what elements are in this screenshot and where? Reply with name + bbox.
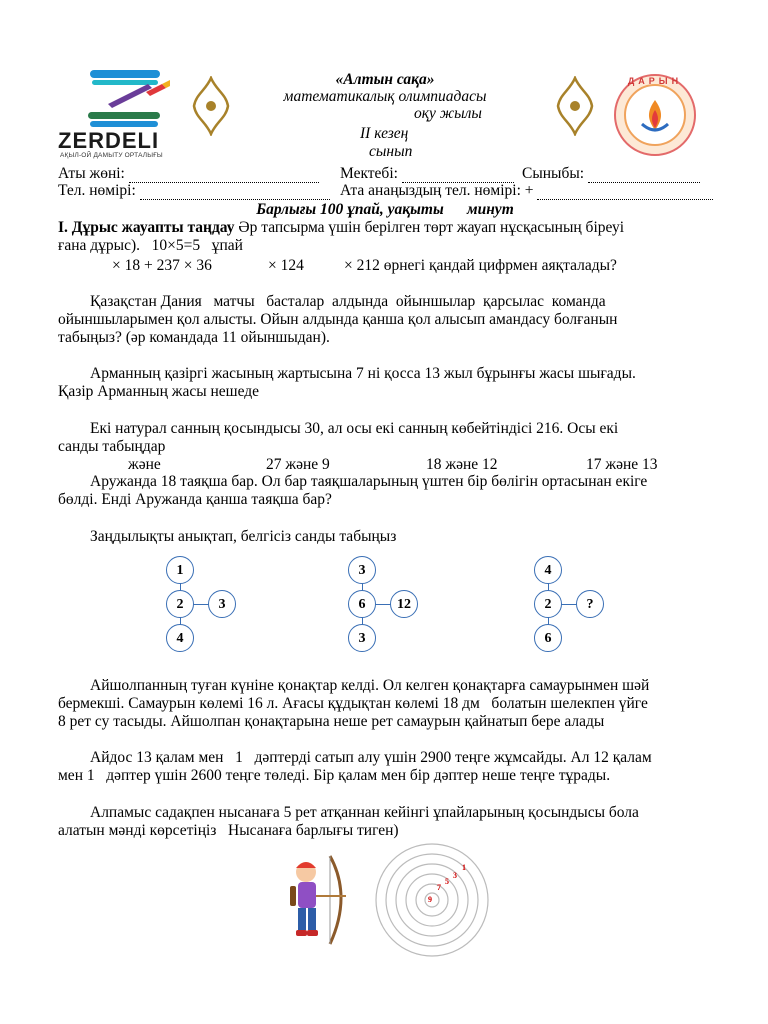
- grade: сынып: [369, 143, 413, 160]
- q4-option-c[interactable]: 18 және 12: [426, 456, 498, 473]
- node-right: ?: [576, 590, 604, 618]
- q9-line2: алатын мәнді көрсетіңіз Нысанаға барлығы тиген): [58, 822, 399, 839]
- q4-option-b[interactable]: 27 және 9: [266, 456, 330, 473]
- node-right: 12: [390, 590, 418, 618]
- q5-line2: бөлді. Енді Аружанда қанша таяқша бар?: [58, 491, 332, 508]
- daryn-logo-text: ДАРЫН: [627, 76, 683, 86]
- phone-line[interactable]: [140, 185, 330, 200]
- node-top: 3: [348, 556, 376, 584]
- target-score-5: 5: [445, 877, 449, 886]
- zerdeli-logo: [58, 66, 178, 158]
- q1-part2: × 124: [268, 257, 304, 274]
- archer-boy-icon: [286, 852, 366, 952]
- section-title: І. Дұрыс жауапты таңдау: [58, 219, 235, 236]
- target-score-9: 9: [428, 895, 432, 904]
- logo-name: ZERDELI: [58, 128, 160, 153]
- section-intro-rest: Әр тапсырма үшін берілген төрт жауап нұсқасының біреуі: [238, 219, 625, 236]
- q2-line2: ойыншыларымен қол алысты. Ойын алдында қанша қол алысып амандасу болғанын: [58, 311, 618, 328]
- node-top: 1: [166, 556, 194, 584]
- q4-option-d[interactable]: 17 және 13: [586, 456, 658, 473]
- logo-subtitle: АҚЫЛ-ОЙ ДАМЫТУ ОРТАЛЫҒЫ: [60, 152, 163, 159]
- class-label: Сыныбы:: [522, 165, 585, 182]
- academic-year: оқу жылы: [414, 105, 482, 122]
- name-field[interactable]: [58, 165, 319, 183]
- q7-line1: Айшолпанның туған күніне қонақтар келді. Ол келген қонақтарға самаурынмен шәй: [90, 677, 650, 694]
- section-intro: [58, 219, 708, 237]
- q4-line2: санды табыңдар: [58, 438, 166, 455]
- class-line[interactable]: [588, 168, 700, 183]
- node-bottom: 6: [534, 624, 562, 652]
- node-bottom: 3: [348, 624, 376, 652]
- phone-label: Тел. нөмірі:: [58, 182, 136, 199]
- node-bottom: 4: [166, 624, 194, 652]
- olympiad-subtitle: математикалық олимпиадасы: [283, 88, 487, 105]
- q1-part1: × 18 + 237 × 36: [112, 257, 212, 274]
- name-label: Аты жөні:: [58, 165, 125, 182]
- school-line[interactable]: [402, 168, 514, 183]
- archery-target-icon: [372, 840, 492, 960]
- summary-line: Барлығы 100 ұпай, уақыты минут: [256, 201, 514, 218]
- phone-field[interactable]: [58, 182, 330, 200]
- q9-line1: Алпамыс садақпен нысанаға 5 рет атқаннан кейінгі ұпайларының қосындысы бола: [90, 804, 639, 821]
- node-top: 4: [534, 556, 562, 584]
- q2-line1: Қазақстан Дания матчы басталар алдында ойыншылар қарсылас команда: [90, 293, 606, 310]
- ornament-right-icon: [554, 76, 596, 136]
- parent-phone-label: Ата анаңыздың тел. нөмірі: +: [340, 182, 534, 199]
- section-intro-line2: ғана дұрыс). 10×5=5 ұпай: [58, 237, 243, 254]
- node-center: 2: [534, 590, 562, 618]
- q6-text: Заңдылықты анықтап, белгісіз санды табыңыз: [90, 528, 397, 545]
- ornament-left-icon: [190, 76, 232, 136]
- parent-phone-field[interactable]: [340, 182, 713, 200]
- q8-line2: мен 1 дәптер үшін 2600 теңге төледі. Бір қалам мен бір дәптер неше теңге тұрады.: [58, 767, 611, 784]
- q3-line1: Арманның қазіргі жасының жартысына 7 ні қосса 13 жыл бұрынғы жасы шығады.: [90, 365, 636, 382]
- school-field[interactable]: [340, 165, 514, 183]
- q3-line2: Қазір Арманның жасы нешеде: [58, 383, 260, 400]
- pattern-figure-2: [348, 556, 428, 652]
- book-stack-icon: [82, 66, 192, 136]
- q8-line1: Айдос 13 қалам мен 1 дәптерді сатып алу үшін 2900 теңге жұмсайды. Ал 12 қалам: [90, 749, 652, 766]
- q2-line3: табыңыз? (әр командада 11 ойыншыдан).: [58, 329, 330, 346]
- q1-part3: × 212 өрнегі қандай цифрмен аяқталады?: [344, 257, 617, 274]
- parent-phone-line[interactable]: [537, 185, 713, 200]
- node-center: 6: [348, 590, 376, 618]
- stage: ІІ кезең: [360, 125, 409, 142]
- q7-line3: 8 рет су тасыды. Айшолпан қонақтарына неше рет самаурын қайнатып бере алады: [58, 713, 605, 730]
- q4-line1: Екі натурал санның қосындысы 30, ал осы екі санның көбейтіндісі 216. Осы екі: [90, 420, 619, 437]
- target-score-3: 3: [453, 871, 457, 880]
- name-line[interactable]: [129, 168, 319, 183]
- target-score-1: 1: [462, 863, 466, 872]
- target-score-7: 7: [437, 883, 441, 892]
- pattern-figure-3: [534, 556, 614, 652]
- q4-option-a[interactable]: және: [128, 456, 161, 473]
- school-label: Мектебі:: [340, 165, 398, 182]
- node-right: 3: [208, 590, 236, 618]
- node-center: 2: [166, 590, 194, 618]
- class-field[interactable]: [522, 165, 700, 183]
- pattern-figure-1: [166, 556, 246, 652]
- q7-line2: бермекші. Самаурын көлемі 16 л. Ағасы құдықтан көлемі 18 дм болатын шелекпен үйге: [58, 695, 648, 712]
- q5-line1: Аружанда 18 таяқша бар. Ол бар таяқшаларының үштен бір бөлігін ортасынан екіге: [90, 473, 648, 490]
- daryn-logo: [612, 72, 698, 158]
- olympiad-title: «Алтын сақа»: [335, 71, 435, 88]
